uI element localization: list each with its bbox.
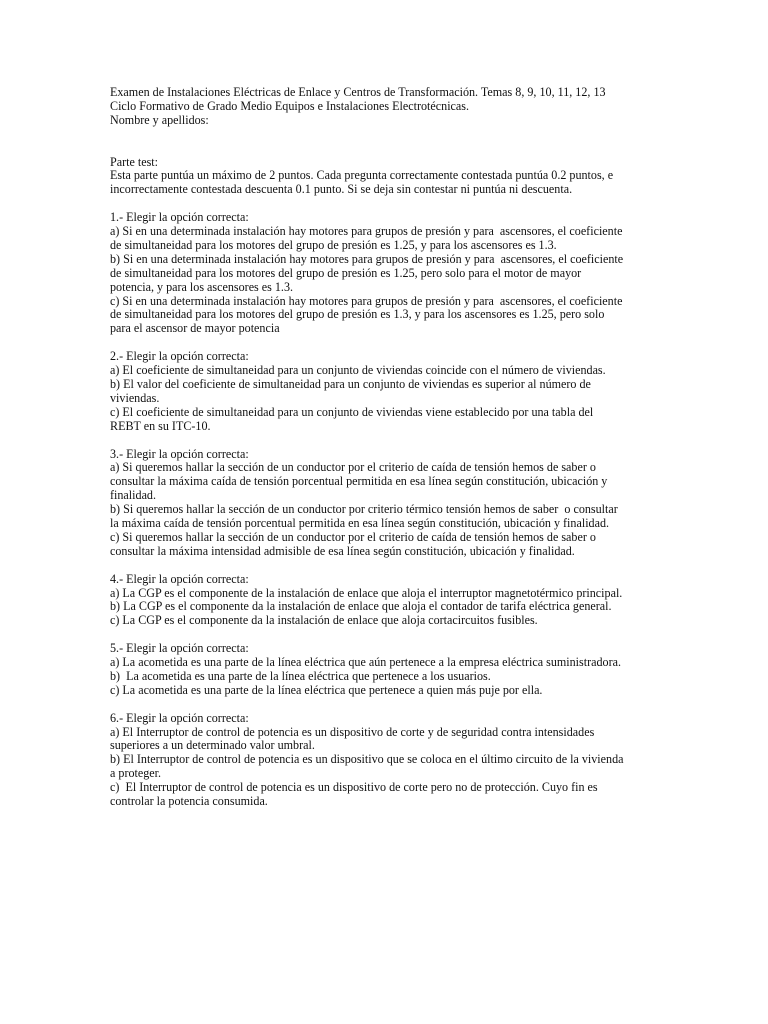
option-b: b) La CGP es el componente da la instalación de enlace que aloja el contador de tarifa eléctrica general. — [110, 599, 612, 614]
option-b-cont: potencia, y para los ascensores es 1.3. — [110, 279, 294, 294]
question-prompt: 4.- Elegir la opción correcta: — [110, 571, 249, 586]
option-c-cont: REBT en su ITC-10. — [110, 418, 211, 433]
question-2 — [110, 350, 665, 433]
question-prompt: 6.- Elegir la opción correcta: — [110, 710, 249, 725]
question-prompt: 3.- Elegir la opción correcta: — [110, 446, 249, 461]
course-name: Ciclo Formativo de Grado Medio Equipos e Instalaciones Electrotécnicas. — [110, 98, 470, 113]
spacer — [110, 128, 665, 156]
question-1 — [110, 211, 665, 336]
instructions-line: Esta parte puntúa un máximo de 2 puntos. Cada pregunta correctamente contestada puntúa 0.2 puntos, e — [110, 168, 614, 183]
option-b-cont: a proteger. — [110, 766, 162, 781]
option-c: c) Si en una determinada instalación hay motores para grupos de presión y para ascensores, el coeficiente — [110, 293, 623, 308]
option-b-cont: la máxima caída de tensión porcentual permitida en esa línea según constitución, ubicación y finalidad. — [110, 516, 610, 531]
question-prompt: 5.- Elegir la opción correcta: — [110, 641, 249, 656]
option-c-cont: para el ascensor de mayor potencia — [110, 321, 280, 336]
option-a: a) El Interruptor de control de potencia es un dispositivo de corte y de seguridad contra intensidades — [110, 724, 595, 739]
student-name-label: Nombre y apellidos: — [110, 112, 209, 127]
question-6 — [110, 712, 665, 809]
option-a-cont: consultar la máxima caída de tensión porcentual permitida en esa línea según constitución, ubicación y — [110, 474, 608, 489]
option-a: a) El coeficiente de simultaneidad para un conjunto de viviendas coincide con el número de viviendas. — [110, 363, 606, 378]
option-b: b) El Interruptor de control de potencia es un dispositivo que se coloca en el último circuito de la vivienda — [110, 752, 624, 767]
option-c: c) El coeficiente de simultaneidad para un conjunto de viviendas viene establecido por una tabla del — [110, 404, 594, 419]
option-c: c) Si queremos hallar la sección de un conductor por el criterio de caída de tensión hemos de saber o — [110, 529, 596, 544]
option-b: b) La acometida es una parte de la línea eléctrica que pertenece a los usuarios. — [110, 668, 491, 683]
option-b: b) Si en una determinada instalación hay motores para grupos de presión y para ascensores, el coeficiente — [110, 251, 624, 266]
option-c-cont: de simultaneidad para los motores del grupo de presión es 1.3, y para los ascensores es 1.25, pero solo — [110, 307, 605, 322]
option-a-cont: de simultaneidad para los motores del grupo de presión es 1.25, y para los ascensores es 1.3. — [110, 237, 557, 252]
option-a: a) Si en una determinada instalación hay motores para grupos de presión y para ascensores, el coeficiente — [110, 224, 623, 239]
question-prompt: 2.- Elegir la opción correcta: — [110, 349, 249, 364]
exam-header — [110, 86, 665, 128]
option-a: a) La acometida es una parte de la línea eléctrica que aún pertenece a la empresa eléctrica suministradora. — [110, 655, 622, 670]
option-c: c) El Interruptor de control de potencia es un dispositivo de corte pero no de protección. Cuyo fin es — [110, 780, 598, 795]
option-c-cont: consultar la máxima intensidad admisible de esa línea según constitución, ubicación y finalidad. — [110, 543, 575, 558]
option-a-cont: superiores a un determinado valor umbral. — [110, 738, 315, 753]
option-b-cont: de simultaneidad para los motores del grupo de presión es 1.25, pero solo para el motor de mayor — [110, 265, 582, 280]
section-title: Parte test: — [110, 154, 159, 169]
option-a: a) Si queremos hallar la sección de un conductor por el criterio de caída de tensión hemos de saber o — [110, 460, 596, 475]
test-instructions — [110, 156, 665, 198]
option-c: c) La CGP es el componente da la instalación de enlace que aloja cortacircuitos fusibles. — [110, 613, 538, 628]
question-3 — [110, 448, 665, 559]
instructions-line: incorrectamente contestada descuenta 0.1 punto. Si se deja sin contestar ni puntúa ni descuenta. — [110, 182, 573, 197]
option-b: b) Si queremos hallar la sección de un conductor por criterio térmico tensión hemos de saber o consultar — [110, 502, 618, 517]
question-5 — [110, 642, 665, 698]
option-c-cont: controlar la potencia consumida. — [110, 794, 268, 809]
exam-title: Examen de Instalaciones Eléctricas de Enlace y Centros de Transformación. Temas 8, 9, 10, 11, 12, 13 — [110, 85, 606, 99]
option-b-cont: viviendas. — [110, 390, 160, 405]
question-prompt: 1.- Elegir la opción correcta: — [110, 210, 249, 225]
exam-document — [110, 86, 665, 823]
option-c: c) La acometida es una parte de la línea eléctrica que pertenece a quien más puje por ella. — [110, 682, 543, 697]
option-a: a) La CGP es el componente de la instalación de enlace que aloja el interruptor magnetotérmico principal. — [110, 585, 623, 600]
option-b: b) El valor del coeficiente de simultaneidad para un conjunto de viviendas es superior al número de — [110, 376, 591, 391]
question-4 — [110, 573, 665, 629]
option-a-cont: finalidad. — [110, 488, 157, 503]
